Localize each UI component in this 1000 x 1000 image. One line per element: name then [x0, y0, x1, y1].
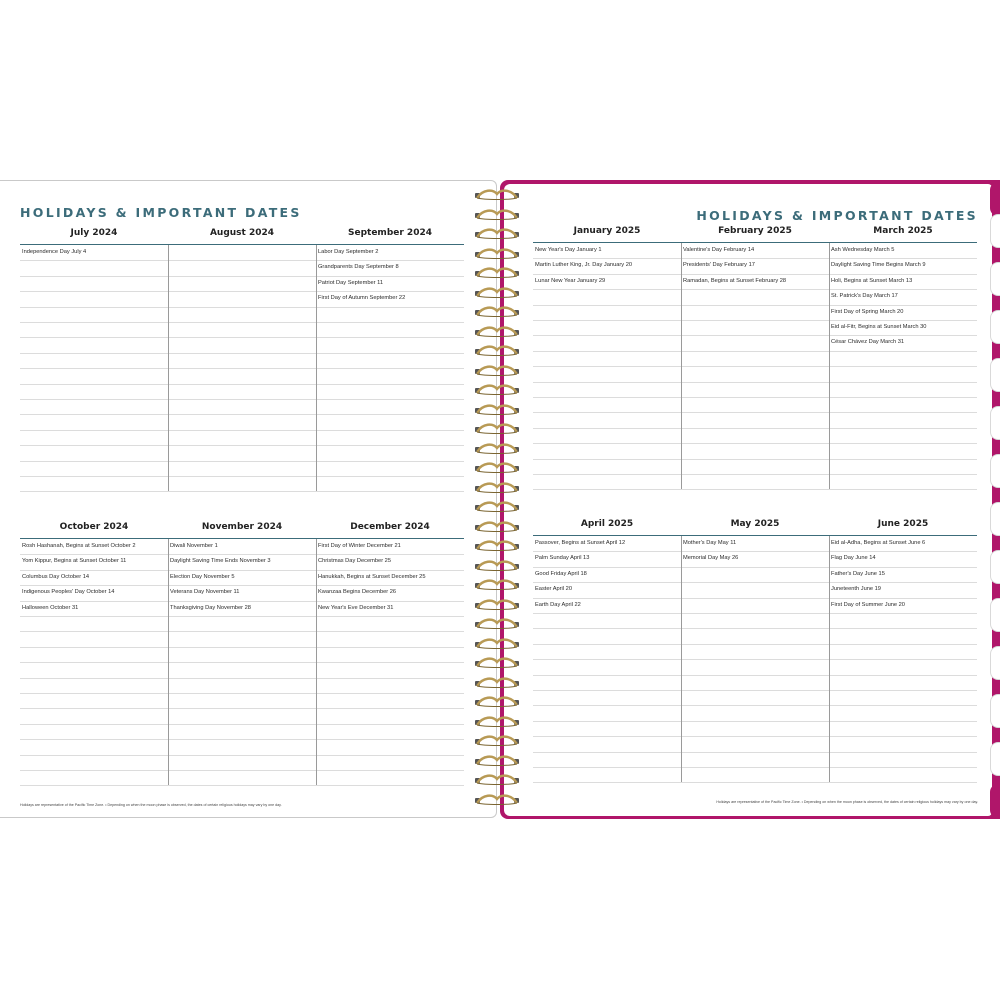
holiday-entry: Flag Day June 14 — [831, 555, 876, 562]
writing-line — [533, 366, 977, 367]
holiday-entry: First Day of Autumn September 22 — [318, 295, 406, 302]
holiday-entry: First Day of Winter December 21 — [318, 543, 401, 549]
footnote: Holidays are representative of the Pacific Time Zone. • Depending on when the moon phase is observed, the dates of certain religious holidays may vary by one day. — [20, 803, 282, 807]
month-heading: July 2024 — [70, 228, 118, 238]
holiday-entry: Ramadan, Begins at Sunset February 28 — [683, 277, 787, 284]
writing-line — [20, 368, 464, 369]
spiral-coil — [471, 442, 523, 456]
month-heading: December 2024 — [350, 522, 430, 532]
column-divider — [316, 539, 317, 785]
holiday-entry: Diwali November 1 — [170, 543, 218, 549]
writing-line — [533, 705, 977, 706]
writing-line — [20, 770, 464, 771]
spiral-coil — [471, 754, 523, 768]
spiral-coil — [471, 403, 523, 417]
footnote: Holidays are representative of the Pacific Time Zone. • Depending on when the moon phase is observed, the dates of certain religious holidays may vary by one day. — [716, 800, 978, 804]
spiral-coil — [471, 422, 523, 436]
holiday-entry: Holi, Begins at Sunset March 13 — [831, 277, 913, 284]
holiday-entry: Father's Day June 15 — [831, 570, 885, 577]
spiral-coil — [471, 461, 523, 475]
column-divider — [168, 245, 169, 491]
writing-line — [20, 585, 464, 586]
spiral-coil — [471, 227, 523, 241]
holiday-entry: Presidents' Day February 17 — [683, 262, 755, 269]
holiday-entry: Christmas Day December 25 — [318, 558, 392, 565]
writing-line — [20, 307, 464, 308]
holiday-entry: Thanksgiving Day November 28 — [170, 604, 251, 611]
spiral-coil — [471, 695, 523, 709]
spiral-coil — [471, 344, 523, 358]
month-heading: January 2025 — [573, 226, 641, 236]
writing-line — [20, 337, 464, 338]
divider-tab[interactable] — [990, 598, 1000, 632]
left-page — [0, 180, 497, 818]
writing-line — [533, 382, 977, 383]
column-divider — [829, 536, 830, 782]
spiral-coil — [471, 578, 523, 592]
column-divider — [829, 243, 830, 489]
divider-tab[interactable] — [990, 502, 1000, 536]
writing-line — [20, 491, 464, 492]
months-grid-jan-mar — [533, 226, 977, 496]
writing-line — [20, 461, 464, 462]
writing-line — [533, 351, 977, 352]
holiday-entry: Daylight Saving Time Begins March 9 — [831, 262, 926, 269]
writing-line — [20, 785, 464, 786]
writing-line — [533, 443, 977, 444]
holiday-entry: Halloween October 31 — [22, 604, 79, 611]
writing-line — [533, 397, 977, 398]
months-grid-apr-jun — [533, 519, 977, 789]
holiday-entry: First Day of Summer June 20 — [831, 601, 905, 608]
writing-line — [533, 752, 977, 753]
writing-line — [20, 708, 464, 709]
cover-tab[interactable] — [990, 182, 1000, 216]
cover-tab[interactable] — [990, 784, 1000, 818]
writing-line — [533, 258, 977, 259]
writing-line — [533, 335, 977, 336]
holiday-entry: Mother's Day May 11 — [683, 540, 737, 546]
spiral-coil — [471, 325, 523, 339]
holiday-entry: New Year's Eve December 31 — [318, 604, 394, 611]
holiday-entry: Passover, Begins at Sunset April 12 — [535, 540, 626, 546]
writing-line — [533, 489, 977, 490]
spiral-coil — [471, 637, 523, 651]
writing-line — [20, 678, 464, 679]
writing-line — [20, 739, 464, 740]
spiral-coil — [471, 734, 523, 748]
writing-line — [533, 305, 977, 306]
holiday-entry: Election Day November 5 — [170, 573, 235, 580]
writing-line — [533, 721, 977, 722]
month-heading: March 2025 — [873, 226, 933, 236]
divider-tab[interactable] — [990, 262, 1000, 296]
writing-line — [20, 476, 464, 477]
spiral-coil — [471, 364, 523, 378]
writing-line — [533, 474, 977, 475]
divider-tab[interactable] — [990, 694, 1000, 728]
writing-line — [20, 601, 464, 602]
month-heading: May 2025 — [730, 519, 780, 529]
writing-line — [20, 570, 464, 571]
holiday-entry: First Day of Spring March 20 — [831, 308, 904, 315]
writing-line — [20, 755, 464, 756]
spiral-coil — [471, 773, 523, 787]
header-rule — [533, 242, 977, 243]
spiral-coil — [471, 656, 523, 670]
spiral-coil — [471, 481, 523, 495]
writing-line — [533, 690, 977, 691]
writing-line — [533, 644, 977, 645]
spiral-coil — [471, 676, 523, 690]
column-divider — [168, 539, 169, 785]
writing-line — [20, 291, 464, 292]
spiral-coil — [471, 383, 523, 397]
writing-line — [20, 414, 464, 415]
divider-tab[interactable] — [990, 358, 1000, 392]
holiday-entry: Yom Kippur, Begins at Sunset October 11 — [22, 558, 127, 565]
writing-line — [533, 767, 977, 768]
holiday-entry: Palm Sunday April 13 — [535, 555, 590, 562]
month-heading: October 2024 — [59, 522, 129, 532]
writing-line — [533, 613, 977, 614]
divider-tab[interactable] — [990, 310, 1000, 344]
writing-line — [20, 616, 464, 617]
holiday-entry: Martin Luther King, Jr. Day January 20 — [535, 262, 633, 269]
month-heading: February 2025 — [718, 226, 792, 236]
holiday-entry: Kwanzaa Begins December 26 — [318, 589, 397, 596]
holiday-entry: Easter April 20 — [535, 586, 572, 593]
writing-line — [20, 353, 464, 354]
writing-line — [533, 628, 977, 629]
writing-line — [20, 647, 464, 648]
writing-line — [20, 631, 464, 632]
writing-line — [533, 274, 977, 275]
header-rule — [20, 538, 464, 539]
writing-line — [20, 384, 464, 385]
spiral-coil — [471, 500, 523, 514]
spiral-coil — [471, 286, 523, 300]
writing-line — [20, 260, 464, 261]
writing-line — [533, 551, 977, 552]
spiral-coil — [471, 305, 523, 319]
divider-tab[interactable] — [990, 214, 1000, 248]
spiral-coil — [471, 208, 523, 222]
holiday-entry: Indigenous Peoples' Day October 14 — [22, 589, 115, 596]
writing-line — [533, 582, 977, 583]
writing-line — [20, 430, 464, 431]
writing-line — [533, 320, 977, 321]
divider-tab[interactable] — [990, 742, 1000, 776]
writing-line — [20, 322, 464, 323]
month-heading: September 2024 — [348, 228, 432, 238]
page-heading: HOLIDAYS & IMPORTANT DATES — [20, 205, 302, 220]
divider-tab[interactable] — [990, 454, 1000, 488]
months-grid-oct-dec — [20, 522, 464, 792]
spiral-coil — [471, 559, 523, 573]
holiday-entry: Veterans Day November 11 — [170, 589, 240, 596]
spiral-coil — [471, 715, 523, 729]
writing-line — [533, 428, 977, 429]
writing-line — [20, 724, 464, 725]
holiday-entry: Labor Day September 2 — [318, 249, 379, 255]
page-heading: HOLIDAYS & IMPORTANT DATES — [696, 208, 978, 223]
writing-line — [20, 399, 464, 400]
header-rule — [533, 535, 977, 536]
spiral-coil — [471, 188, 523, 202]
month-heading: November 2024 — [201, 522, 283, 532]
holiday-entry: Juneteenth June 19 — [831, 586, 881, 593]
holiday-entry: Rosh Hashanah, Begins at Sunset October 2 — [22, 543, 136, 549]
month-heading: August 2024 — [209, 228, 275, 238]
writing-line — [20, 693, 464, 694]
holiday-entry: Earth Day April 22 — [535, 601, 581, 608]
spiral-coil — [471, 793, 523, 807]
right-page — [504, 184, 992, 816]
holiday-entry: Eid al-Adha, Begins at Sunset June 6 — [831, 540, 926, 546]
holiday-entry: Daylight Saving Time Ends November 3 — [170, 558, 271, 565]
holiday-entry: Grandparents Day September 8 — [318, 264, 399, 271]
spiral-coil — [471, 266, 523, 280]
month-heading: June 2025 — [877, 519, 929, 529]
column-divider — [316, 245, 317, 491]
divider-tab[interactable] — [990, 406, 1000, 440]
holiday-entry: Columbus Day October 14 — [22, 573, 90, 580]
spiral-coil — [471, 617, 523, 631]
spiral-coil — [471, 539, 523, 553]
holiday-entry: Valentine's Day February 14 — [683, 247, 755, 253]
holiday-entry: Hanukkah, Begins at Sunset December 25 — [318, 573, 426, 580]
spiral-coil — [471, 247, 523, 261]
writing-line — [533, 412, 977, 413]
column-divider — [681, 536, 682, 782]
column-divider — [681, 243, 682, 489]
holiday-entry: Memorial Day May 26 — [683, 555, 739, 562]
holiday-entry: Lunar New Year January 29 — [535, 277, 606, 284]
header-rule — [20, 244, 464, 245]
writing-line — [20, 276, 464, 277]
writing-line — [20, 662, 464, 663]
holiday-entry: Ash Wednesday March 5 — [831, 247, 895, 253]
holiday-entry: New Year's Day January 1 — [535, 247, 602, 253]
writing-line — [20, 554, 464, 555]
writing-line — [533, 598, 977, 599]
months-grid-jul-sep — [20, 228, 464, 498]
holiday-entry: Eid al-Fitr, Begins at Sunset March 30 — [831, 324, 927, 330]
divider-tab[interactable] — [990, 550, 1000, 584]
writing-line — [533, 459, 977, 460]
month-heading: April 2025 — [580, 519, 634, 529]
writing-line — [533, 289, 977, 290]
spiral-coil — [471, 520, 523, 534]
holiday-entry: Patriot Day September 11 — [318, 279, 384, 286]
divider-tab[interactable] — [990, 646, 1000, 680]
holiday-entry: Good Friday April 18 — [535, 570, 587, 577]
holiday-entry: César Chávez Day March 31 — [831, 339, 905, 346]
writing-line — [533, 659, 977, 660]
writing-line — [533, 567, 977, 568]
holiday-entry: St. Patrick's Day March 17 — [831, 293, 898, 300]
writing-line — [533, 782, 977, 783]
spiral-coil — [471, 598, 523, 612]
spiral-binding — [471, 188, 523, 808]
writing-line — [533, 736, 977, 737]
holiday-entry: Independence Day July 4 — [22, 249, 87, 255]
writing-line — [533, 675, 977, 676]
writing-line — [20, 445, 464, 446]
